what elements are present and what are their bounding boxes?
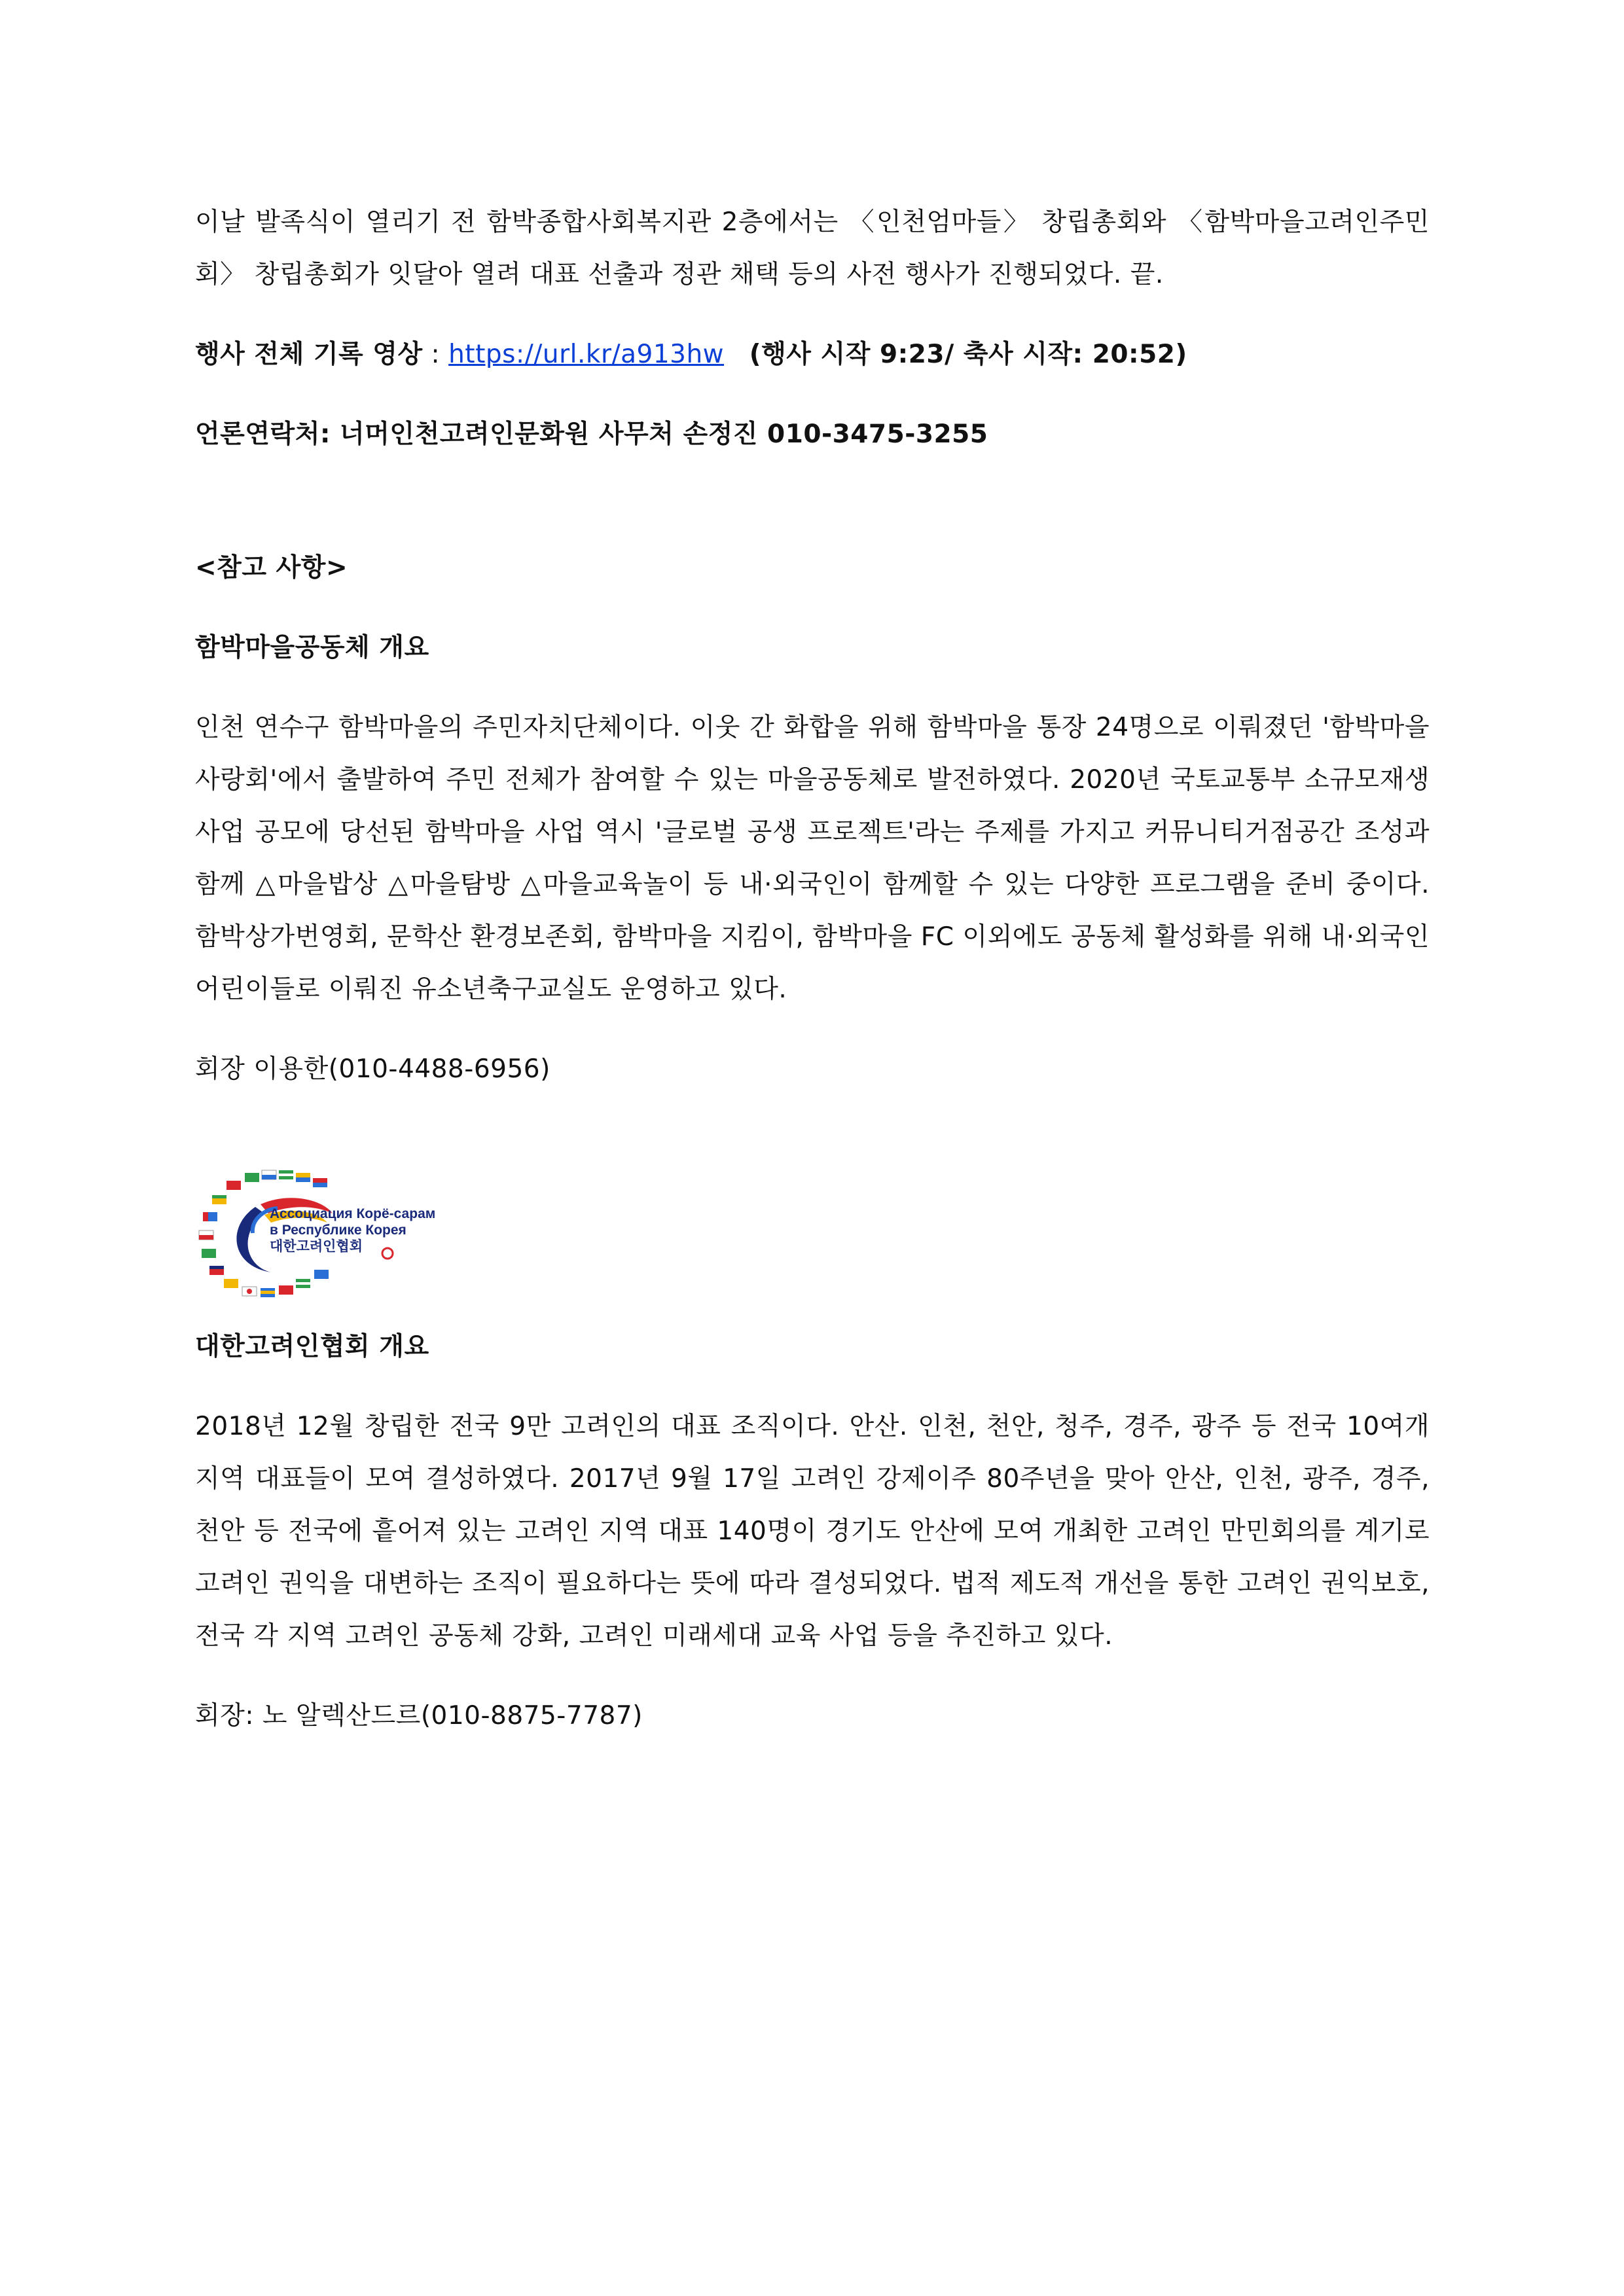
video-label: 행사 전체 기록 영상 bbox=[195, 340, 423, 369]
document-page bbox=[195, 196, 1430, 1742]
section2-president: 회장: 노 알렉산드르(010-8875-7787) bbox=[195, 1701, 643, 1731]
video-line bbox=[195, 329, 1430, 381]
video-timing-note: (행사 시작 9:23/ 축사 시작: 20:52) bbox=[749, 340, 1187, 369]
video-link[interactable]: https://url.kr/a913hw bbox=[448, 340, 725, 369]
section2-heading: 대한고려인협회 개요 bbox=[195, 1332, 429, 1361]
logo-line1: Ассоциация Корё-сарам bbox=[270, 1206, 436, 1221]
logo-text-block bbox=[270, 1206, 435, 1255]
reference-heading: <참고 사항> bbox=[195, 553, 348, 583]
video-separator: : bbox=[422, 340, 449, 369]
section1-president: 회장 이용한(010-4488-6956) bbox=[195, 1054, 550, 1084]
logo-line3: 대한고려인협회 bbox=[270, 1239, 363, 1254]
intro-paragraph: 이날 발족식이 열리기 전 함박종합사회복지관 2층에서는 〈인천엄마들〉 창립총회와 〈함박마을고려인주민회〉 창립총회가 잇달아 열려 대표 선출과 정관 채택 등의 사전 행사가 진행되었다. 끝. bbox=[195, 207, 1430, 289]
section2-body: 2018년 12월 창립한 전국 9만 고려인의 대표 조직이다. 안산. 인천, 천안, 청주, 경주, 광주 등 전국 10여개 지역 대표들이 모여 결성하였다. 2017년 9월 17일 고려인 강제이주 80주년을 맞아 안산, 인천, 광주, 경주, 천안 등 전국에 흩어져 있는 고려인 지역 대표 140명이 경기도 안산에 모여 개최한 고려인 만민회의를 계기로 고려인 권익을 대변하는 조직이 필요하다는 뜻에 따라 결성되었다. 법적 제도적 개선을 통한 고려인 권익보호, 전국 각 지역 고려인 공동체 강화, 고려인 미래세대 교육 사업 등을 추진하고 있다. bbox=[195, 1412, 1430, 1651]
section1-heading: 함박마을공동체 개요 bbox=[195, 633, 429, 662]
logo-line2: в Республике Корея bbox=[270, 1223, 406, 1238]
emblem-swoosh-navy bbox=[236, 1207, 271, 1272]
press-contact: 언론연락처: 너머인천고려인문화원 사무처 손정진 010-3475-3255 bbox=[195, 420, 988, 449]
section1-body: 인천 연수구 함박마을의 주민자치단체이다. 이웃 간 화합을 위해 함박마을 통장 24명으로 이뤄졌던 '함박마을사랑회'에서 출발하여 주민 전체가 참여할 수 있는 마을공동체로 발전하였다. 2020년 국토교통부 소규모재생사업 공모에 당선된 함박마을 사업 역시 '글로벌 공생 프로젝트'라는 주제를 가지고 커뮤니티거점공간 조성과 함께 △마을밥상 △마을탐방 △마을교육놀이 등 내·외국인이 함께할 수 있는 다양한 프로그램을 준비 중이다. 함박상가번영회, 문학산 환경보존회, 함박마을 지킴이, 함박마을 FC 이외에도 공동체 활성화를 위해 내·외국인 어린이들로 이뤄진 유소년축구교실도 운영하고 있다. bbox=[195, 713, 1430, 1004]
association-logo bbox=[192, 1168, 441, 1299]
